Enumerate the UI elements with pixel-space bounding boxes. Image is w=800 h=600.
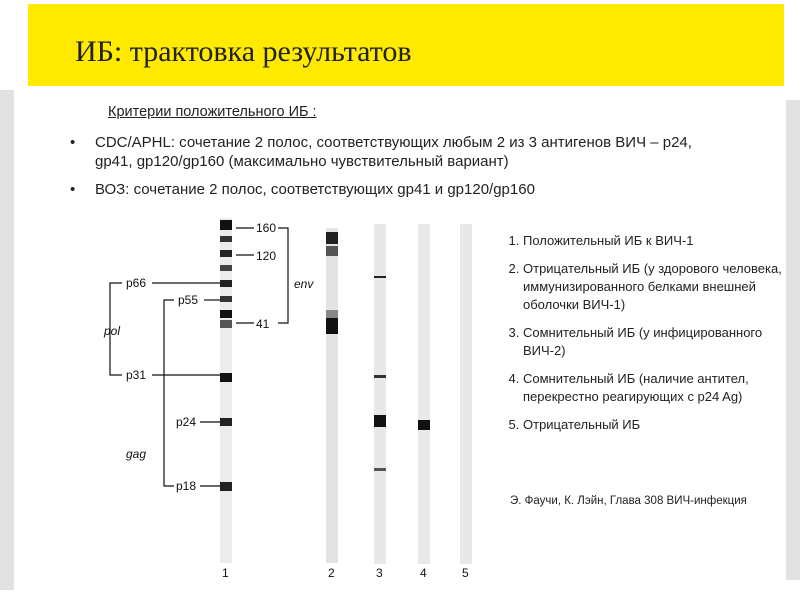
- band: [220, 373, 232, 382]
- strip-3: [374, 224, 386, 564]
- label-p24: p24: [176, 415, 197, 429]
- band: [418, 420, 430, 430]
- gag-bracket: [164, 300, 174, 486]
- legend-item: 5. Отрицательный ИБ: [523, 416, 783, 434]
- band: [220, 280, 232, 287]
- label-env: env: [294, 277, 314, 291]
- band: [220, 418, 232, 426]
- bullet-dot: •: [70, 134, 76, 151]
- bullet-cdc-line1: CDC/APHL: сочетание 2 полос, соответствующих любым 2 из 3 антигенов ВИЧ – p24,: [95, 134, 692, 151]
- citation: Э. Фаучи, К. Лэйн, Глава 308 ВИЧ-инфекция: [510, 495, 747, 507]
- decorative-edge-right: [786, 100, 800, 580]
- strip-5: [460, 224, 472, 564]
- label-gag: gag: [126, 447, 147, 461]
- legend: [503, 232, 783, 444]
- strip-number-5: 5: [462, 566, 469, 580]
- band: [220, 482, 232, 491]
- band: [326, 310, 338, 318]
- band: [220, 296, 232, 302]
- band: [220, 250, 232, 257]
- band: [326, 246, 338, 256]
- band: [374, 415, 386, 427]
- band: [220, 236, 232, 242]
- band: [374, 468, 386, 471]
- band: [220, 310, 232, 318]
- strip-2: [326, 228, 338, 563]
- strip-number-1: 1: [222, 566, 229, 580]
- band: [220, 320, 232, 328]
- criteria-heading: Критерии положительного ИБ :: [108, 104, 317, 120]
- bullet-dot: •: [70, 181, 76, 198]
- legend-item: 2. Отрицательный ИБ (у здорового человека, иммунизированного белками внешней оболочки ВИЧ-1): [523, 260, 783, 314]
- strip-number-4: 4: [420, 566, 427, 580]
- env-bracket: [278, 228, 288, 323]
- band: [220, 265, 232, 271]
- legend-item: 3. Сомнительный ИБ (у инфицированного ВИЧ-2): [523, 324, 783, 360]
- label-p31: p31: [126, 368, 147, 382]
- western-blot-figure: [96, 210, 496, 590]
- label-p66: p66: [126, 276, 147, 290]
- label-p55: p55: [178, 293, 199, 307]
- strip-number-2: 2: [328, 566, 335, 580]
- band: [374, 276, 386, 278]
- label-160: 160: [256, 221, 277, 235]
- legend-list: [503, 232, 783, 434]
- bullet-cdc-line2: gp41, gp120/gp160 (максимально чувствительный вариант): [95, 153, 509, 170]
- strip-4: [418, 224, 430, 564]
- band: [326, 318, 338, 334]
- legend-item: 4. Сомнительный ИБ (наличие антител, перекрестно реагирующих с p24 Ag): [523, 370, 783, 406]
- label-120: 120: [256, 249, 277, 263]
- strip-number-3: 3: [376, 566, 383, 580]
- decorative-edge-left: [0, 90, 14, 590]
- slide-title: ИБ: трактовка результатов: [75, 35, 412, 68]
- band: [220, 220, 232, 230]
- western-blot-svg: [96, 210, 496, 590]
- band: [374, 375, 386, 378]
- bullet-who-line1: ВОЗ: сочетание 2 полос, соответствующих gp41 и gp120/gp160: [95, 181, 535, 198]
- label-pol: pol: [104, 324, 121, 338]
- label-41: 41: [256, 317, 270, 331]
- band: [326, 232, 338, 244]
- legend-item: 1. Положительный ИБ к ВИЧ-1: [523, 232, 783, 250]
- label-p18: p18: [176, 479, 197, 493]
